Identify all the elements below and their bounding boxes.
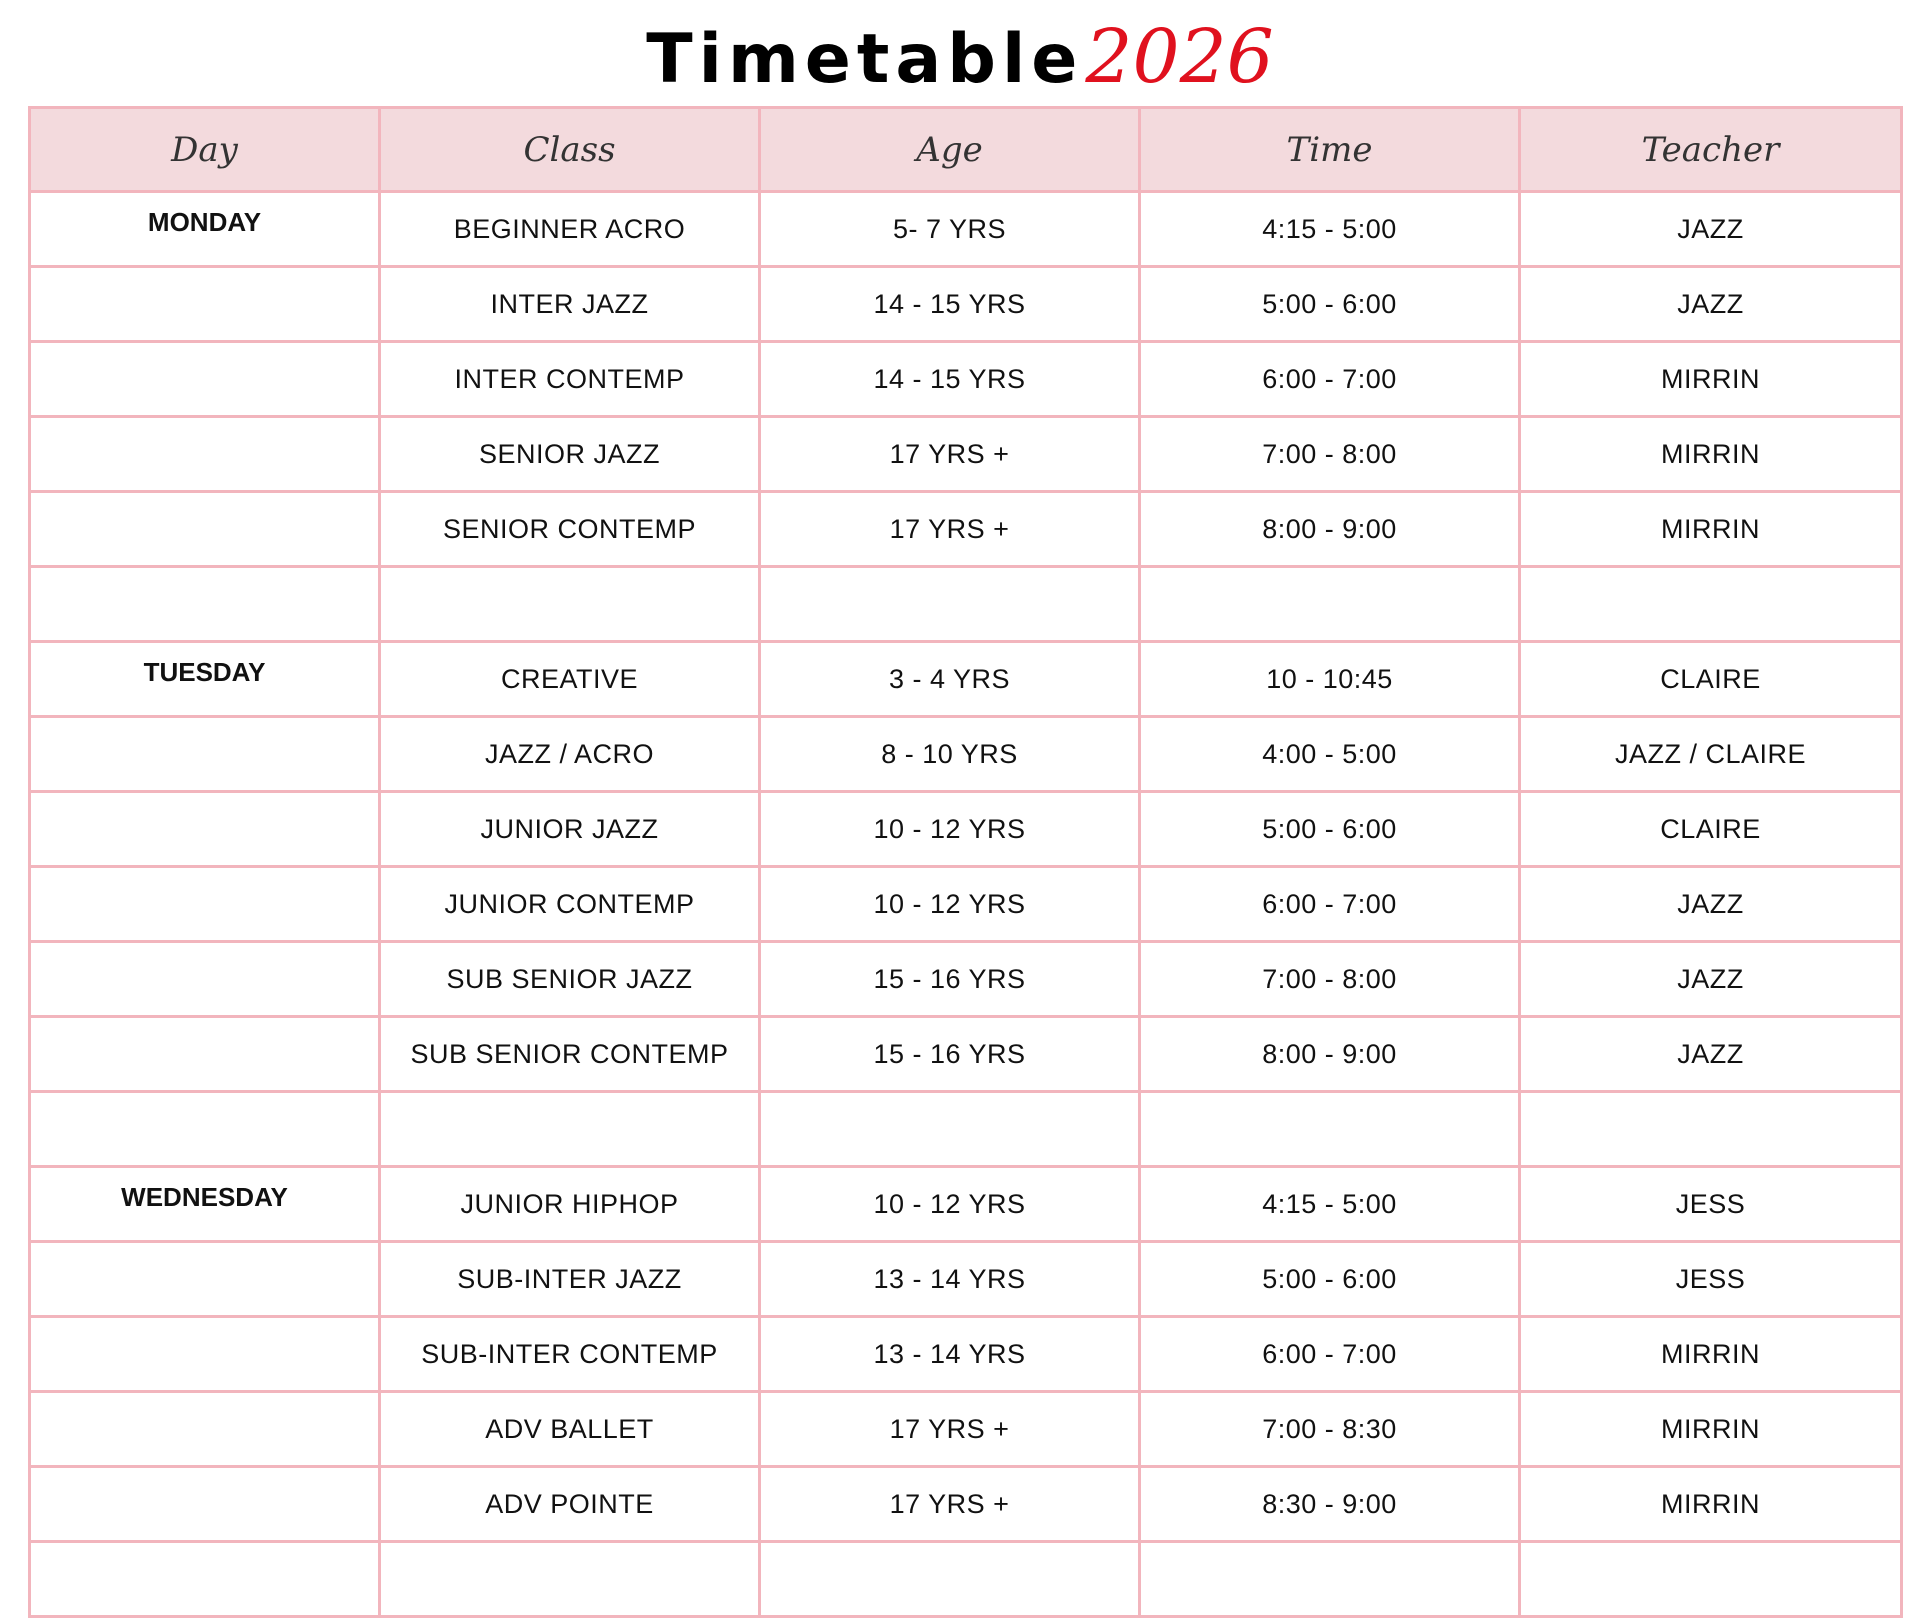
cell-age: 14 - 15 YRS bbox=[760, 267, 1140, 342]
title-text: Timetable bbox=[646, 20, 1084, 99]
cell-age: 17 YRS + bbox=[760, 1392, 1140, 1467]
cell-time: 8:00 - 9:00 bbox=[1140, 492, 1520, 567]
table-row bbox=[30, 867, 1902, 942]
cell-class: JUNIOR JAZZ bbox=[380, 792, 760, 867]
header-teacher: Teacher bbox=[1520, 108, 1902, 192]
cell-age: 13 - 14 YRS bbox=[760, 1317, 1140, 1392]
header-time: Time bbox=[1140, 108, 1520, 192]
cell-time: 4:15 - 5:00 bbox=[1140, 192, 1520, 267]
cell-time: 6:00 - 7:00 bbox=[1140, 1317, 1520, 1392]
cell-teacher: CLAIRE bbox=[1520, 792, 1902, 867]
cell-time: 5:00 - 6:00 bbox=[1140, 792, 1520, 867]
cell-class: INTER JAZZ bbox=[380, 267, 760, 342]
cell-teacher bbox=[1520, 1542, 1902, 1617]
header-day: Day bbox=[30, 108, 380, 192]
table-row bbox=[30, 342, 1902, 417]
cell-teacher: MIRRIN bbox=[1520, 492, 1902, 567]
cell-class: JAZZ / ACRO bbox=[380, 717, 760, 792]
cell-day bbox=[30, 942, 380, 1017]
table-row bbox=[30, 1542, 1902, 1617]
cell-class: SUB SENIOR CONTEMP bbox=[380, 1017, 760, 1092]
table-row bbox=[30, 192, 1902, 267]
cell-class: JUNIOR CONTEMP bbox=[380, 867, 760, 942]
cell-time: 5:00 - 6:00 bbox=[1140, 267, 1520, 342]
cell-time: 7:00 - 8:30 bbox=[1140, 1392, 1520, 1467]
cell-time: 4:00 - 5:00 bbox=[1140, 717, 1520, 792]
cell-class: SENIOR CONTEMP bbox=[380, 492, 760, 567]
cell-age: 17 YRS + bbox=[760, 417, 1140, 492]
cell-day bbox=[30, 267, 380, 342]
table-row bbox=[30, 942, 1902, 1017]
cell-age bbox=[760, 567, 1140, 642]
table-body bbox=[30, 192, 1902, 1617]
cell-class: JUNIOR HIPHOP bbox=[380, 1167, 760, 1242]
cell-time: 5:00 - 6:00 bbox=[1140, 1242, 1520, 1317]
cell-day bbox=[30, 342, 380, 417]
cell-age: 5- 7 YRS bbox=[760, 192, 1140, 267]
cell-teacher: MIRRIN bbox=[1520, 1467, 1902, 1542]
cell-age: 10 - 12 YRS bbox=[760, 1167, 1140, 1242]
cell-day: TUESDAY bbox=[30, 642, 380, 717]
table-row bbox=[30, 567, 1902, 642]
cell-time: 4:15 - 5:00 bbox=[1140, 1167, 1520, 1242]
cell-class: SENIOR JAZZ bbox=[380, 417, 760, 492]
cell-class: SUB-INTER CONTEMP bbox=[380, 1317, 760, 1392]
cell-day bbox=[30, 417, 380, 492]
cell-age: 13 - 14 YRS bbox=[760, 1242, 1140, 1317]
cell-class: ADV POINTE bbox=[380, 1467, 760, 1542]
cell-class bbox=[380, 1542, 760, 1617]
cell-day bbox=[30, 1317, 380, 1392]
cell-day bbox=[30, 1092, 380, 1167]
cell-age: 3 - 4 YRS bbox=[760, 642, 1140, 717]
cell-teacher: JESS bbox=[1520, 1242, 1902, 1317]
cell-teacher: MIRRIN bbox=[1520, 417, 1902, 492]
table-row bbox=[30, 1092, 1902, 1167]
cell-teacher: JAZZ bbox=[1520, 192, 1902, 267]
cell-day bbox=[30, 717, 380, 792]
cell-day bbox=[30, 492, 380, 567]
cell-day bbox=[30, 1392, 380, 1467]
table-row bbox=[30, 492, 1902, 567]
cell-class: INTER CONTEMP bbox=[380, 342, 760, 417]
cell-class: ADV BALLET bbox=[380, 1392, 760, 1467]
cell-class: CREATIVE bbox=[380, 642, 760, 717]
cell-teacher: MIRRIN bbox=[1520, 342, 1902, 417]
cell-day bbox=[30, 1242, 380, 1317]
cell-class: BEGINNER ACRO bbox=[380, 192, 760, 267]
cell-class bbox=[380, 1092, 760, 1167]
cell-time: 7:00 - 8:00 bbox=[1140, 417, 1520, 492]
cell-day bbox=[30, 567, 380, 642]
cell-teacher: JAZZ bbox=[1520, 1017, 1902, 1092]
cell-time: 10 - 10:45 bbox=[1140, 642, 1520, 717]
table-row bbox=[30, 1017, 1902, 1092]
cell-class bbox=[380, 567, 760, 642]
cell-time bbox=[1140, 1542, 1520, 1617]
cell-age: 10 - 12 YRS bbox=[760, 792, 1140, 867]
table-row bbox=[30, 717, 1902, 792]
table-row bbox=[30, 1167, 1902, 1242]
cell-teacher bbox=[1520, 1092, 1902, 1167]
cell-day bbox=[30, 792, 380, 867]
cell-teacher: JAZZ / CLAIRE bbox=[1520, 717, 1902, 792]
cell-teacher: JAZZ bbox=[1520, 942, 1902, 1017]
header-age: Age bbox=[760, 108, 1140, 192]
cell-time bbox=[1140, 567, 1520, 642]
header-class: Class bbox=[380, 108, 760, 192]
timetable-grid bbox=[28, 106, 1903, 1618]
cell-time bbox=[1140, 1092, 1520, 1167]
cell-age bbox=[760, 1542, 1140, 1617]
table-row bbox=[30, 267, 1902, 342]
cell-age: 17 YRS + bbox=[760, 492, 1140, 567]
cell-day bbox=[30, 1017, 380, 1092]
page-title bbox=[0, 14, 1920, 100]
table-row bbox=[30, 642, 1902, 717]
table-row bbox=[30, 1392, 1902, 1467]
cell-day bbox=[30, 1467, 380, 1542]
table-row bbox=[30, 1242, 1902, 1317]
cell-day: WEDNESDAY bbox=[30, 1167, 380, 1242]
cell-age bbox=[760, 1092, 1140, 1167]
table-row bbox=[30, 1317, 1902, 1392]
cell-teacher: JESS bbox=[1520, 1167, 1902, 1242]
cell-age: 15 - 16 YRS bbox=[760, 942, 1140, 1017]
cell-age: 8 - 10 YRS bbox=[760, 717, 1140, 792]
cell-teacher: MIRRIN bbox=[1520, 1317, 1902, 1392]
cell-day: MONDAY bbox=[30, 192, 380, 267]
cell-class: SUB-INTER JAZZ bbox=[380, 1242, 760, 1317]
title-year: 2026 bbox=[1085, 14, 1274, 100]
cell-age: 10 - 12 YRS bbox=[760, 867, 1140, 942]
cell-time: 7:00 - 8:00 bbox=[1140, 942, 1520, 1017]
cell-age: 15 - 16 YRS bbox=[760, 1017, 1140, 1092]
timetable bbox=[28, 106, 1900, 1618]
table-row bbox=[30, 1467, 1902, 1542]
cell-class: SUB SENIOR JAZZ bbox=[380, 942, 760, 1017]
table-row bbox=[30, 792, 1902, 867]
cell-day bbox=[30, 867, 380, 942]
table-row bbox=[30, 417, 1902, 492]
cell-age: 17 YRS + bbox=[760, 1467, 1140, 1542]
cell-age: 14 - 15 YRS bbox=[760, 342, 1140, 417]
cell-teacher: CLAIRE bbox=[1520, 642, 1902, 717]
cell-time: 8:30 - 9:00 bbox=[1140, 1467, 1520, 1542]
cell-teacher: JAZZ bbox=[1520, 267, 1902, 342]
cell-time: 6:00 - 7:00 bbox=[1140, 342, 1520, 417]
cell-time: 8:00 - 9:00 bbox=[1140, 1017, 1520, 1092]
cell-teacher: JAZZ bbox=[1520, 867, 1902, 942]
cell-time: 6:00 - 7:00 bbox=[1140, 867, 1520, 942]
header-row bbox=[30, 108, 1902, 192]
cell-day bbox=[30, 1542, 380, 1617]
cell-teacher: MIRRIN bbox=[1520, 1392, 1902, 1467]
cell-teacher bbox=[1520, 567, 1902, 642]
